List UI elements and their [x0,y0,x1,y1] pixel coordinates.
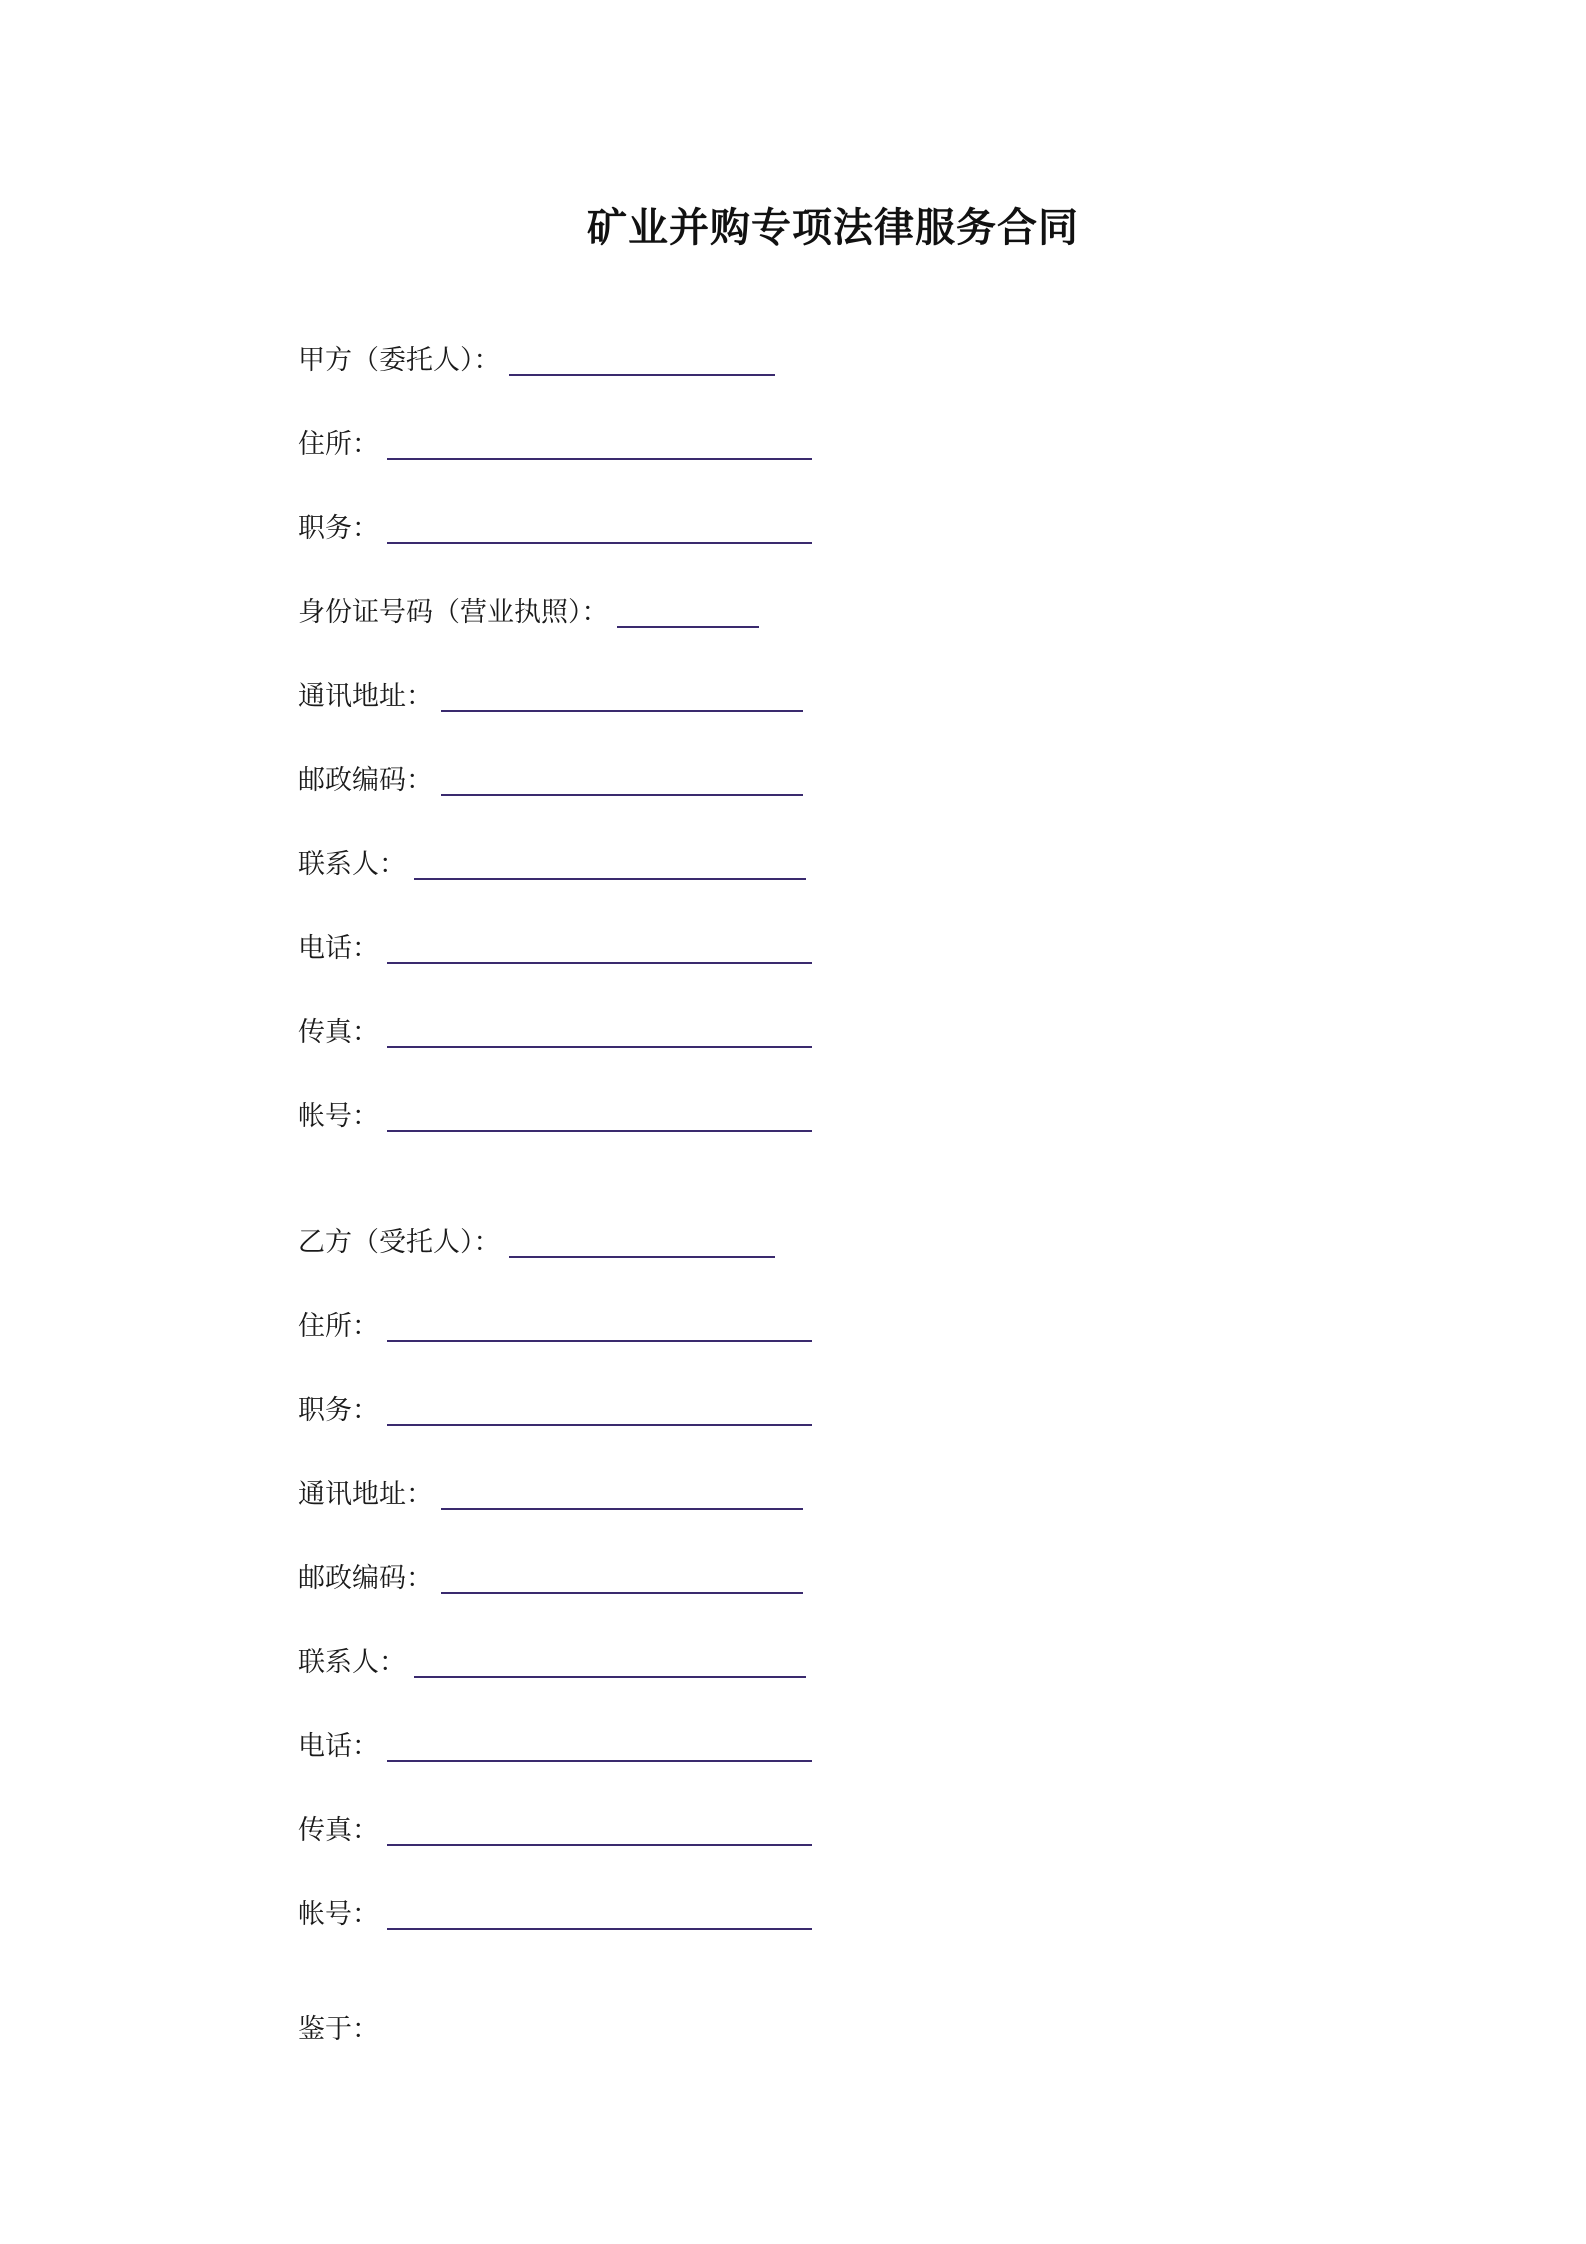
party-a-position-label: 职务： [298,513,379,544]
party-a-account-label: 帐号： [298,1101,379,1132]
party-a-heading-row [298,338,775,378]
party-a-postal-label: 邮政编码： [298,765,433,796]
party-b-fax-blank[interactable] [387,1814,812,1846]
party-a-address-row [298,674,803,714]
party-b-heading: 乙方（受托人）： [298,1227,501,1258]
party-b-phone-label: 电话： [298,1731,379,1762]
party-a-fax-row [298,1010,812,1050]
party-b-account-label: 帐号： [298,1899,379,1930]
party-b-residence-row [298,1304,812,1344]
party-b-account-blank[interactable] [387,1898,812,1930]
party-b-fax-label: 传真： [298,1815,379,1846]
party-a-postal-row [298,758,803,798]
party-b-name-blank[interactable] [509,1226,775,1258]
party-a-id-label: 身份证号码（营业执照）： [298,597,609,628]
party-b-heading-row [298,1220,775,1260]
party-a-fax-blank[interactable] [387,1016,812,1048]
party-a-account-row [298,1094,812,1134]
party-a-residence-row [298,422,812,462]
party-a-postal-blank[interactable] [441,764,803,796]
party-b-postal-label: 邮政编码： [298,1563,433,1594]
party-b-contact-row [298,1640,806,1680]
party-a-position-blank[interactable] [387,512,812,544]
party-b-contact-blank[interactable] [414,1646,806,1678]
party-b-account-row [298,1892,812,1932]
party-b-postal-blank[interactable] [441,1562,803,1594]
party-a-id-row [298,590,759,630]
party-a-position-row [298,506,812,546]
party-a-fax-label: 传真： [298,1017,379,1048]
party-a-address-label: 通讯地址： [298,681,433,712]
party-a-address-blank[interactable] [441,680,803,712]
party-b-address-blank[interactable] [441,1478,803,1510]
party-a-contact-label: 联系人： [298,849,406,880]
party-a-contact-row [298,842,806,882]
party-b-address-row [298,1472,803,1512]
party-b-contact-label: 联系人： [298,1647,406,1678]
party-b-position-blank[interactable] [387,1394,812,1426]
document-title: 矿业并购专项法律服务合同 [587,205,1079,251]
party-a-phone-blank[interactable] [387,932,812,964]
party-a-residence-blank[interactable] [387,428,812,460]
whereas-heading: 鉴于： [298,2014,379,2045]
party-a-id-blank[interactable] [617,596,759,628]
party-a-account-blank[interactable] [387,1100,812,1132]
party-a-residence-label: 住所： [298,429,379,460]
party-b-residence-label: 住所： [298,1311,379,1342]
party-a-phone-label: 电话： [298,933,379,964]
party-b-postal-row [298,1556,803,1596]
party-a-name-blank[interactable] [509,344,775,376]
party-b-fax-row [298,1808,812,1848]
party-b-residence-blank[interactable] [387,1310,812,1342]
party-b-position-row [298,1388,812,1428]
party-a-heading: 甲方（委托人）： [298,345,501,376]
party-b-position-label: 职务： [298,1395,379,1426]
party-b-phone-blank[interactable] [387,1730,812,1762]
party-a-contact-blank[interactable] [414,848,806,880]
party-a-phone-row [298,926,812,966]
party-b-address-label: 通讯地址： [298,1479,433,1510]
party-b-phone-row [298,1724,812,1764]
